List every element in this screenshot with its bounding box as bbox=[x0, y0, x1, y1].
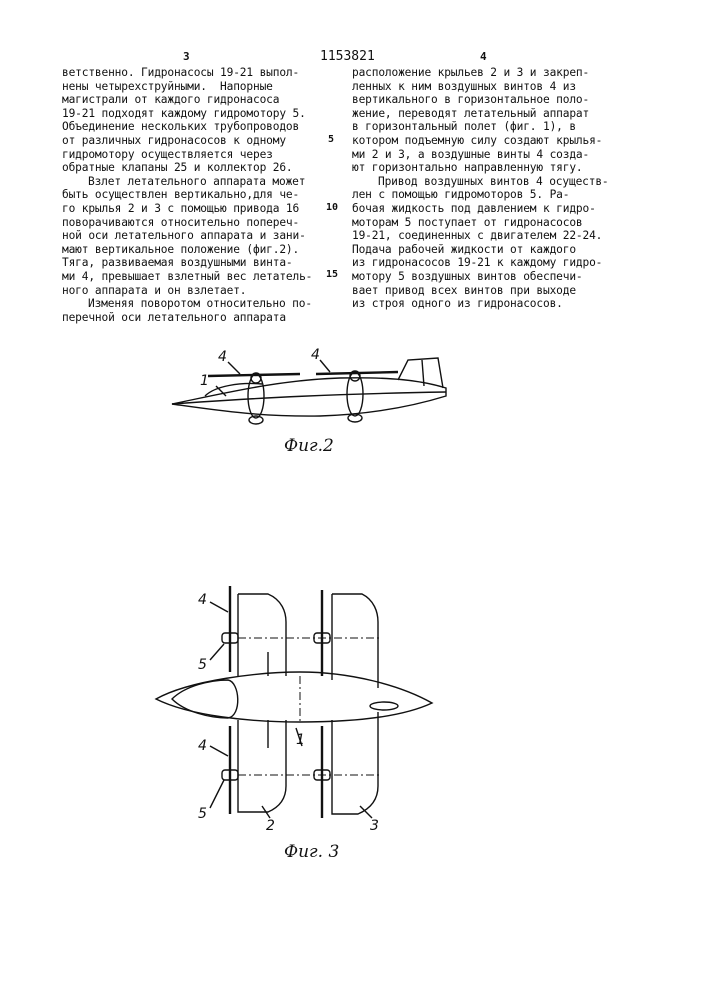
fig3-label-4-upper: 4 bbox=[198, 592, 207, 608]
text-line: 19-21, соединенных с двигателем 22-24. bbox=[352, 229, 603, 243]
page-number-left: 3 bbox=[183, 50, 190, 63]
text-line: из строя одного из гидронасосов. bbox=[352, 297, 563, 311]
text-line: в горизонтальный полет (фиг. 1), в bbox=[352, 120, 576, 134]
text-line: поворачиваются относительно попереч- bbox=[62, 215, 300, 229]
page-number-right: 4 bbox=[480, 50, 487, 63]
fig2-label-4b: 4 bbox=[311, 347, 320, 363]
fig2-label-4a: 4 bbox=[218, 349, 227, 365]
line-number: 10 bbox=[326, 202, 339, 213]
fuselage-top bbox=[156, 672, 432, 722]
cockpit bbox=[172, 680, 238, 718]
text-line: бочая жидкость под давлением к гидро- bbox=[352, 201, 596, 215]
text-line: ного аппарата и он взлетает. bbox=[62, 283, 247, 297]
text-line: вает привод всех винтов при выходе bbox=[352, 283, 576, 297]
text-line: ной оси летательного аппарата и зани- bbox=[62, 229, 306, 243]
text-line: моторам 5 поступает от гидронасосов bbox=[352, 215, 583, 229]
wing-2-lower bbox=[238, 720, 286, 812]
text-line: лен с помощью гидромоторов 5. Ра- bbox=[352, 188, 570, 202]
text-line: вертикального в горизонтальное поло- bbox=[352, 93, 590, 107]
text-line: магистрали от каждого гидронасоса bbox=[62, 93, 280, 107]
text-line: от различных гидронасосов к одному bbox=[62, 133, 286, 147]
text-line: мотору 5 воздушных винтов обеспечи- bbox=[352, 269, 583, 283]
figure-3-caption: Фиг. 3 bbox=[284, 842, 340, 862]
text-line: Тяга, развиваемая воздушными винта- bbox=[62, 256, 293, 270]
tail-pod bbox=[370, 702, 398, 710]
text-line: ют горизонтально направленную тягу. bbox=[352, 161, 583, 175]
text-line: го крылья 2 и 3 с помощью привода 16 bbox=[62, 201, 300, 215]
text-line: гидромотору осуществляется через bbox=[62, 147, 273, 161]
text-line: ми 4, превышает взлетный вес летатель- bbox=[62, 269, 313, 283]
text-line: из гидронасосов 19-21 к каждому гидро- bbox=[352, 256, 603, 270]
text-line: Взлет летательного аппарата может bbox=[88, 174, 306, 188]
patent-number: 1153821 bbox=[320, 49, 375, 64]
wing-2-upper bbox=[238, 594, 286, 676]
text-line: расположение крыльев 2 и 3 и закреп- bbox=[352, 66, 590, 79]
fig2-label-1: 1 bbox=[200, 373, 209, 389]
text-line: нены четырехструйными. Напорные bbox=[62, 79, 273, 93]
fig3-label-5-upper: 5 bbox=[198, 657, 207, 673]
text-line: жение, переводят летательный аппарат bbox=[352, 106, 590, 120]
text-line: Изменяя поворотом относительно по- bbox=[88, 297, 312, 311]
text-line: быть осуществлен вертикально,для че- bbox=[62, 188, 300, 202]
fig3-label-3: 3 bbox=[370, 818, 379, 834]
text-line: Привод воздушных винтов 4 осуществ- bbox=[378, 174, 609, 188]
fig3-label-4-lower: 4 bbox=[198, 738, 207, 754]
fig3-label-1: 1 bbox=[296, 732, 305, 748]
text-line: котором подъемную силу создают крылья- bbox=[352, 133, 603, 147]
text-line: 19-21 подходят каждому гидромотору 5. bbox=[62, 106, 306, 120]
line-number: 5 bbox=[328, 134, 335, 145]
text-line: обратные клапаны 25 и коллектор 26. bbox=[62, 161, 293, 175]
text-line: ми 2 и 3, а воздушные винты 4 созда- bbox=[352, 147, 590, 161]
fig3-label-2: 2 bbox=[266, 818, 275, 834]
line-number: 15 bbox=[326, 269, 339, 280]
text-line: мают вертикальное положение (фиг.2). bbox=[62, 242, 300, 256]
fig3-label-5-lower: 5 bbox=[198, 806, 207, 822]
text-line: ленных к ним воздушных винтов 4 из bbox=[352, 79, 576, 93]
wing-3-lower bbox=[332, 712, 378, 814]
text-line: Объединение нескольких трубопроводов bbox=[62, 120, 300, 134]
text-line: перечной оси летательного аппарата bbox=[62, 310, 286, 324]
figure-2-caption: Фиг.2 bbox=[284, 436, 334, 456]
text-line: Подача рабочей жидкости от каждого bbox=[352, 242, 576, 256]
text-line: ветственно. Гидронасосы 19-21 выпол- bbox=[62, 66, 300, 79]
